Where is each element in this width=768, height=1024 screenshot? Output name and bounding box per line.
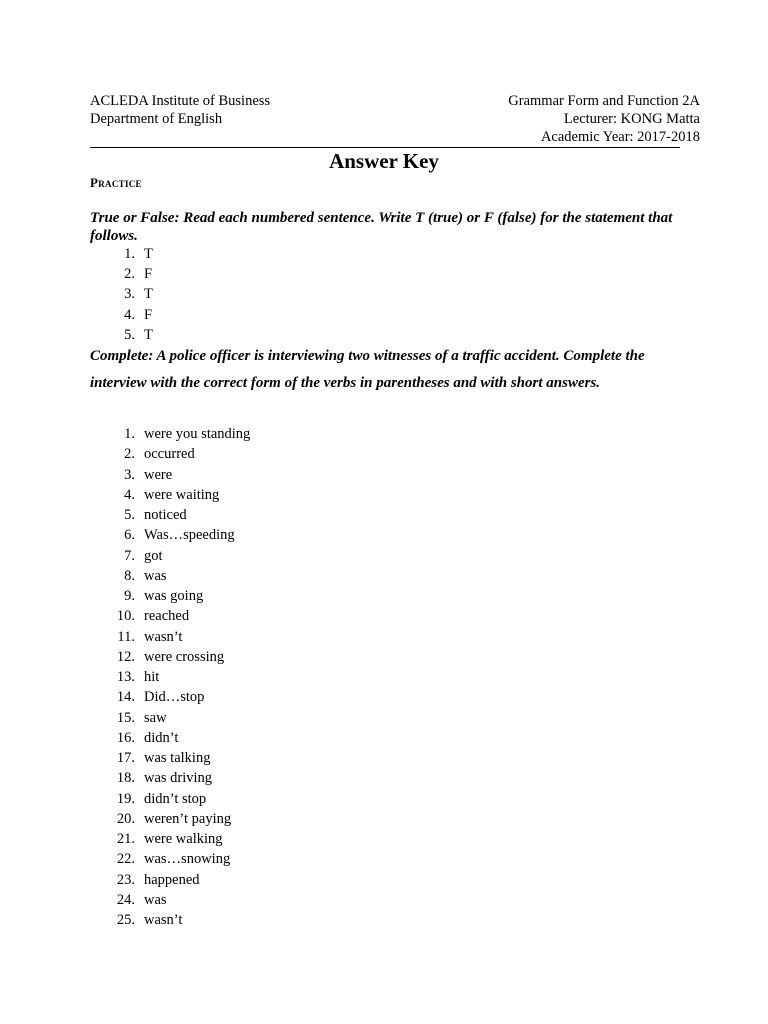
true-false-item-answer: T [144, 326, 153, 343]
complete-item-number: 16. [116, 729, 135, 746]
complete-item-answer: Did…stop [144, 689, 205, 706]
complete-item-number: 24. [116, 891, 135, 908]
complete-item-answer: was going [144, 588, 204, 604]
complete-item-answer: was…snowing [144, 851, 231, 868]
course-header [508, 92, 700, 146]
complete-item [90, 586, 250, 606]
section-heading: Practice [90, 175, 142, 190]
true-false-item-answer: T [144, 246, 153, 262]
institution-name: ACLEDA Institute of Business [90, 93, 271, 109]
true-false-item-number: 1. [124, 246, 135, 262]
complete-item-number: 4. [124, 486, 135, 503]
complete-item [90, 728, 250, 748]
complete-item [90, 566, 250, 586]
complete-item [90, 505, 250, 525]
complete-item-number: 11. [117, 628, 135, 645]
complete-item-number: 10. [116, 608, 135, 625]
page-title: Answer Key [329, 149, 439, 173]
true-false-item-answer: F [144, 306, 153, 323]
complete-item-number: 21. [116, 831, 135, 847]
true-false-item-number: 2. [124, 266, 135, 283]
complete-item-answer: didn’t [144, 729, 179, 746]
true-false-instruction: True or False: Read each numbered sentence. Write T (true) or F (false) for the statement that follows. [90, 210, 673, 244]
complete-item-answer: were walking [144, 831, 223, 847]
complete-item-answer: noticed [144, 507, 187, 523]
complete-item-number: 6. [124, 527, 135, 544]
institution-header [90, 92, 270, 128]
true-false-item [90, 325, 153, 345]
complete-item-answer: were [144, 466, 173, 483]
complete-item-answer: wasn’t [144, 912, 183, 928]
complete-item [90, 627, 250, 647]
true-false-item-number: 5. [124, 326, 135, 343]
complete-item [90, 890, 250, 910]
complete-item-number: 14. [116, 689, 135, 706]
complete-item [90, 667, 250, 687]
complete-item-number: 23. [116, 871, 135, 888]
complete-item-number: 15. [116, 709, 135, 726]
complete-item [90, 768, 250, 788]
complete-item-answer: hit [144, 669, 160, 685]
department-name: Department of English [90, 111, 223, 127]
complete-item [90, 687, 250, 707]
complete-item-number: 17. [116, 750, 135, 766]
complete-item-number: 1. [124, 426, 135, 442]
complete-item-answer: wasn’t [144, 628, 183, 645]
lecturer-name: Lecturer: KONG Matta [563, 111, 700, 127]
complete-item-answer: was [144, 891, 167, 908]
true-false-item [90, 264, 153, 284]
true-false-item-number: 3. [124, 286, 135, 303]
complete-item-number: 2. [124, 446, 135, 463]
complete-item-answer: was [144, 567, 167, 584]
complete-item [90, 444, 250, 464]
complete-item [90, 606, 250, 626]
complete-instruction: Complete: A police officer is interviewing two witnesses of a traffic accident. Complete the interview with the correct form of the verbs in parentheses and with short answers. [90, 348, 645, 391]
complete-item-number: 19. [116, 790, 135, 807]
complete-item-number: 18. [116, 770, 135, 787]
complete-item-answer: was talking [144, 750, 211, 766]
true-false-item [90, 305, 153, 325]
complete-item-answer: saw [144, 709, 167, 726]
complete-item-number: 22. [116, 851, 135, 868]
complete-item [90, 809, 250, 829]
complete-item [90, 525, 250, 545]
true-false-answer-list [90, 244, 153, 345]
complete-item [90, 910, 250, 930]
complete-item-number: 25. [116, 912, 135, 928]
complete-item-number: 3. [124, 466, 135, 483]
complete-item [90, 546, 250, 566]
complete-item-answer: got [144, 547, 163, 564]
complete-item-answer: were you standing [144, 426, 251, 442]
complete-item [90, 789, 250, 809]
complete-item-answer: occurred [144, 446, 195, 463]
complete-item-answer: didn’t stop [144, 790, 207, 807]
complete-item [90, 870, 250, 890]
complete-item-answer: was driving [144, 770, 213, 787]
complete-item [90, 708, 250, 728]
complete-item-answer: weren’t paying [144, 810, 232, 827]
complete-item-answer: were crossing [144, 648, 225, 665]
complete-item-number: 13. [116, 669, 135, 685]
complete-answer-list [90, 424, 250, 930]
true-false-item-number: 4. [124, 306, 135, 323]
complete-item-number: 9. [124, 588, 135, 604]
complete-item-number: 12. [116, 648, 135, 665]
complete-item [90, 748, 250, 768]
complete-item [90, 465, 250, 485]
header-divider [90, 147, 680, 148]
true-false-item [90, 284, 153, 304]
complete-item [90, 829, 250, 849]
complete-item-answer: reached [144, 608, 190, 625]
true-false-item-answer: F [144, 266, 153, 283]
complete-item [90, 849, 250, 869]
complete-item-answer: happened [144, 871, 200, 888]
complete-item-answer: Was…speeding [144, 527, 235, 544]
complete-item-answer: were waiting [144, 486, 220, 503]
complete-item-number: 20. [116, 810, 135, 827]
true-false-item [90, 244, 153, 264]
complete-item-number: 5. [124, 507, 135, 523]
course-name: Grammar Form and Function 2A [508, 93, 700, 109]
academic-year: Academic Year: 2017-2018 [540, 129, 700, 145]
complete-item [90, 424, 250, 444]
complete-item [90, 647, 250, 667]
complete-item-number: 8. [124, 567, 135, 584]
complete-item-number: 7. [124, 547, 135, 564]
true-false-item-answer: T [144, 286, 153, 303]
complete-item [90, 485, 250, 505]
